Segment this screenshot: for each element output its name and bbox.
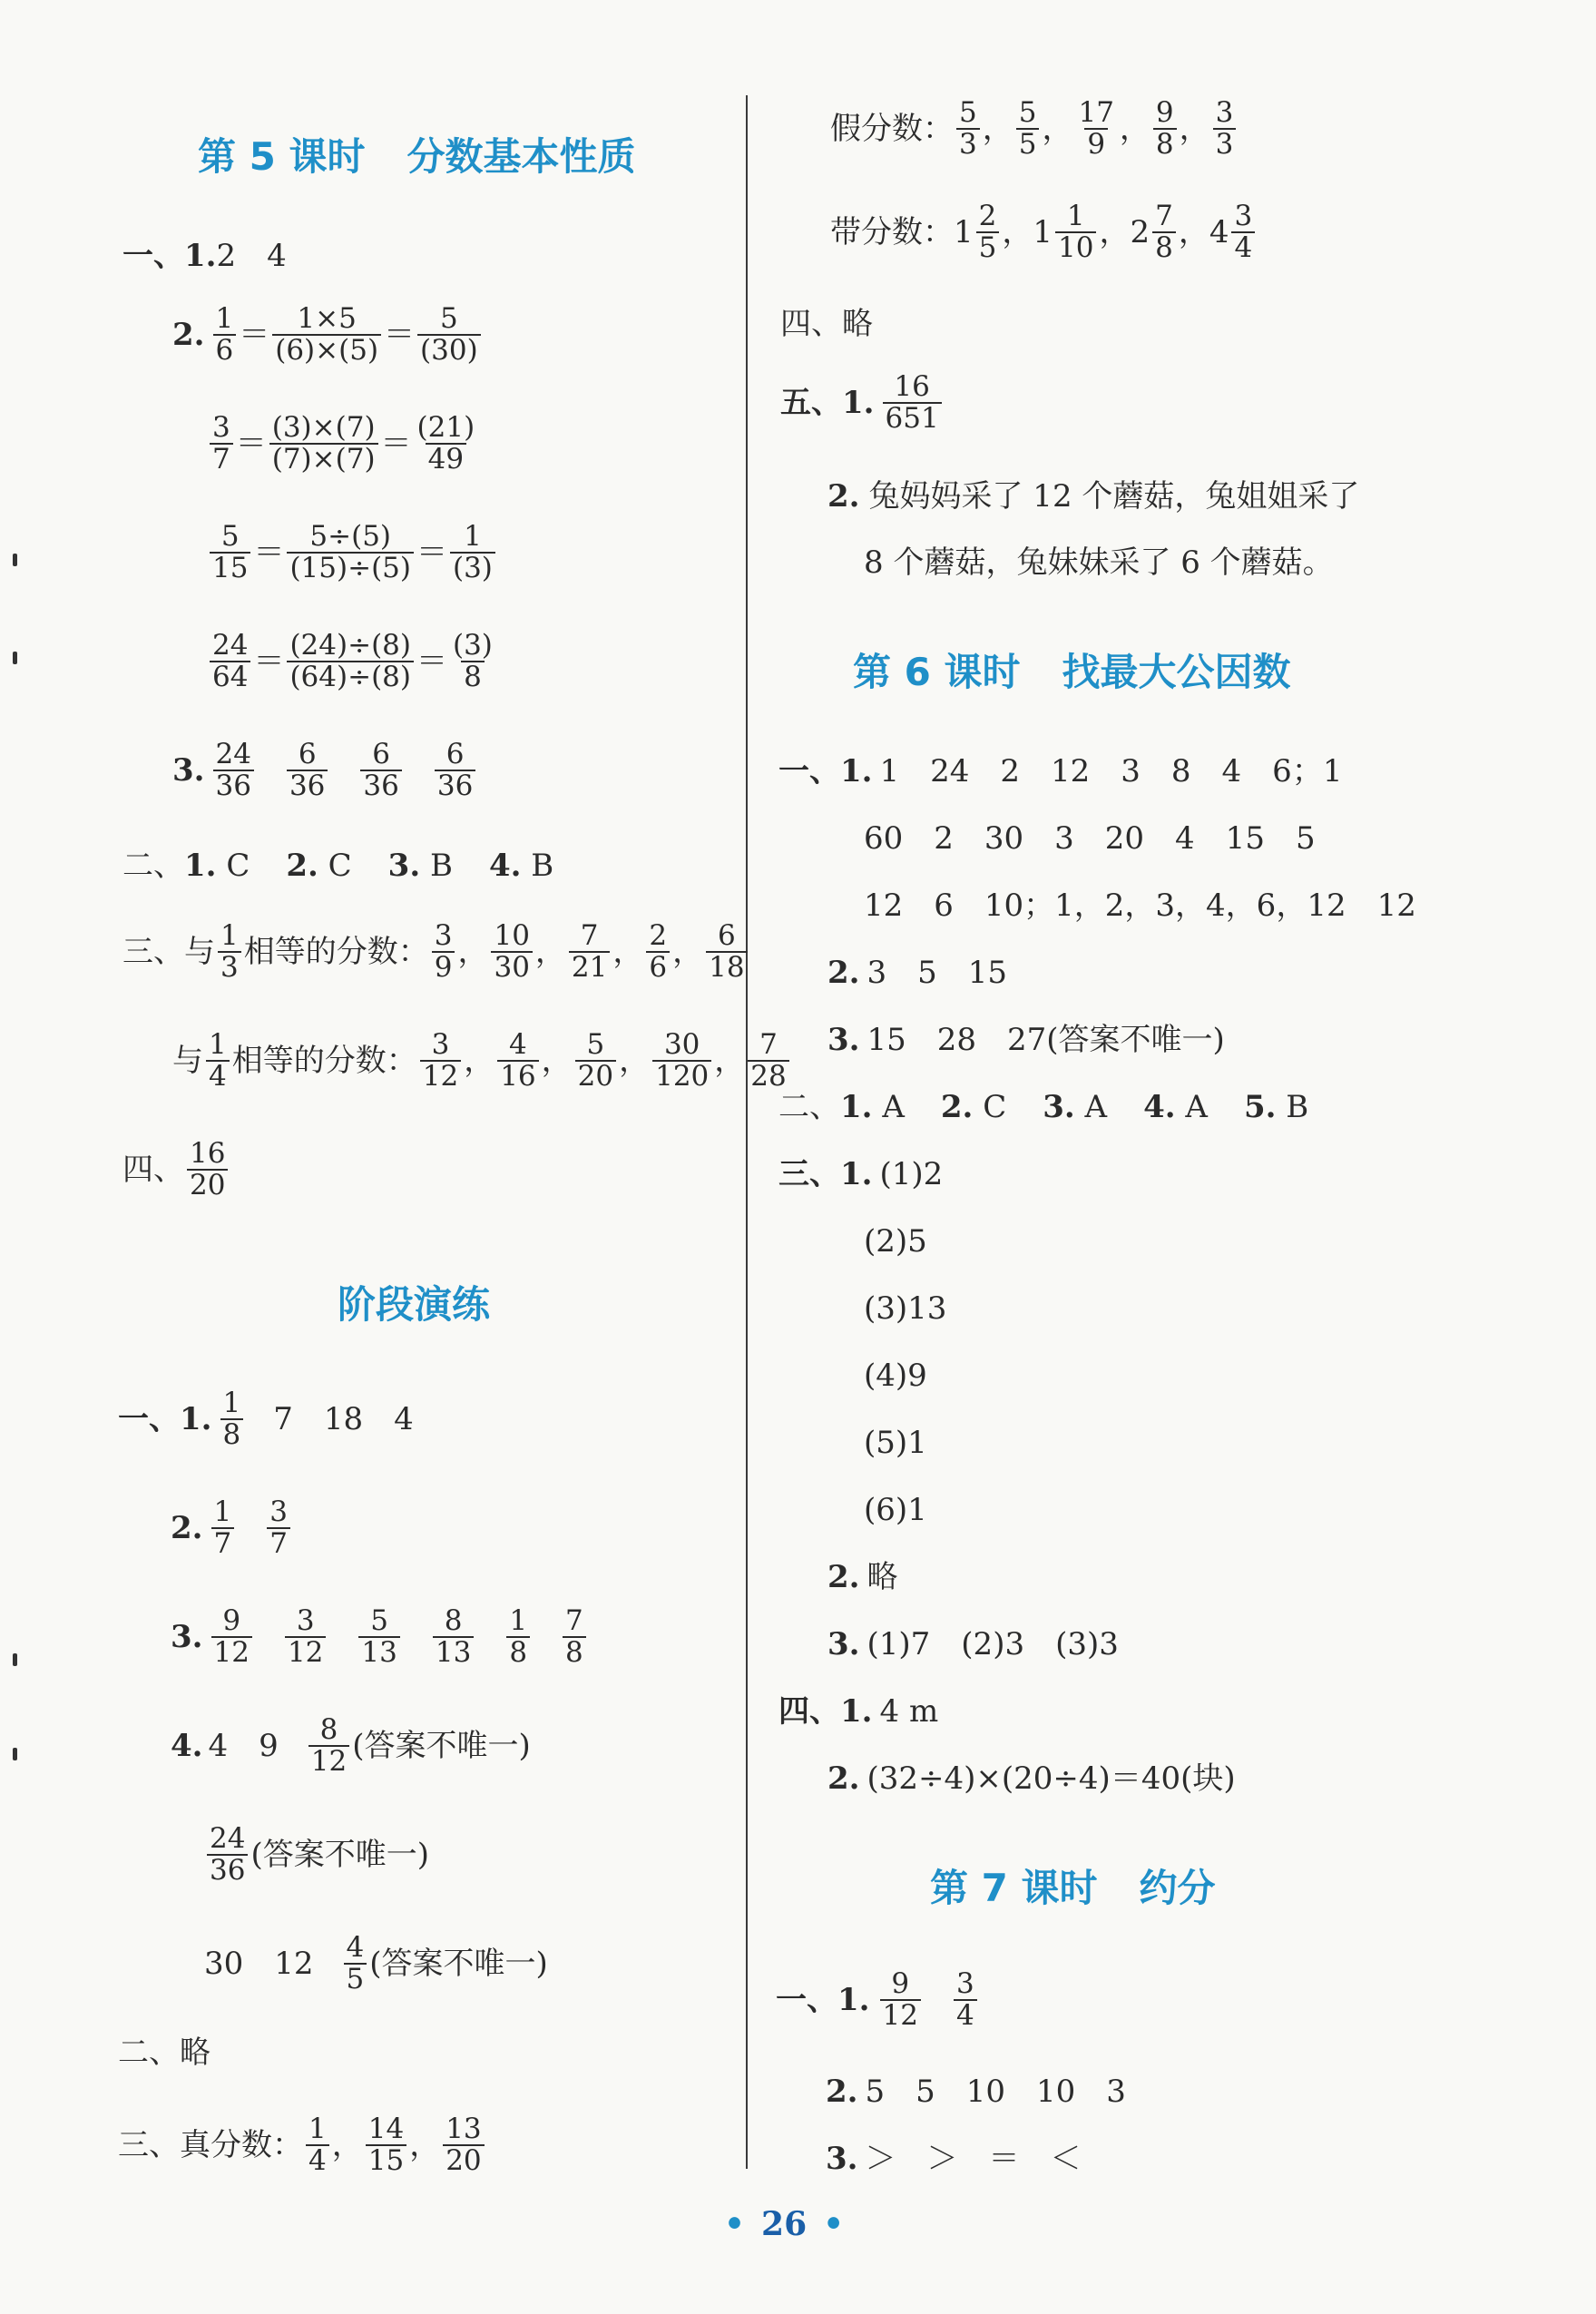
answer-line: 一、1. 2 4	[122, 238, 287, 274]
answer-line: 30 12 $\frac{4}{5}$ (答案不唯一)	[204, 1931, 548, 1995]
answer-line: 3. 15 28 27(答案不唯一)	[827, 1022, 1225, 1058]
edge-mark	[13, 554, 17, 566]
edge-mark	[13, 1748, 17, 1760]
answer-line: 二、 1. C 2. C 3. B 4. B	[122, 848, 554, 884]
answer-line: 2. 3 5 15	[827, 955, 1008, 991]
answer-line: (3)13	[864, 1290, 947, 1327]
lesson-6-heading: 第 6 课时 找最大公因数	[853, 650, 1291, 694]
answer-line: 3. ＞ ＞ ＝ ＜	[826, 2141, 1082, 2177]
answer-line: 60 2 30 3 20 4 15 5	[864, 820, 1316, 857]
answer-line: 12 6 10；1，2，3，4，6，12 12	[864, 887, 1416, 924]
answer-line: 一、1. 1 24 2 12 3 8 4 6；1	[778, 753, 1343, 789]
answer-line: 四、1. 4 m	[778, 1693, 939, 1730]
answer-line: 四、略	[780, 306, 873, 342]
answer-line: 2. 略	[827, 1559, 898, 1595]
answer-line: 一、1. $\frac{9}{12}$ $\frac{3}{4}$	[776, 1969, 980, 2030]
answer-line: 带分数： 1 $\frac{2}{5}$ ， 1 $\frac{1}{10}$ ， 2 $\frac{7}{8}$ ， 4 $\frac{3}{4}$	[830, 201, 1258, 262]
page-number: • 26 •	[724, 2205, 845, 2243]
answer-line: 3. $\frac{9}{12}$ $\frac{3}{12}$ $\frac{5}{13}$ $\frac{8}{13}$ $\frac{1}{8}$ $\frac{7}{8}$	[171, 1606, 589, 1667]
answer-line: 2. $\frac{1}{7}$ $\frac{3}{7}$	[171, 1497, 293, 1558]
column-divider	[746, 95, 748, 2169]
lesson-7-heading: 第 7 课时 约分	[930, 1866, 1216, 1910]
answer-line: 假分数： $\frac{5}{3}$ ， $\frac{5}{5}$ ， $\frac{17}{9}$ ， $\frac{9}{8}$ ， $\frac{3}{3}$	[830, 98, 1239, 159]
answer-line: (5)1	[864, 1425, 927, 1461]
answer-line: $\frac{24}{36}$ (答案不唯一)	[204, 1824, 429, 1885]
edge-mark	[13, 1653, 17, 1666]
answer-line: (2)5	[864, 1223, 927, 1260]
fraction-equation: 2. $\frac{1}{6}$ ＝ $\frac{1\times 5}{(6)\times(5)}$ ＝ $\frac{5}{(30)}$	[172, 304, 484, 365]
answer-line: 四、 $\frac{16}{20}$	[122, 1139, 230, 1200]
fraction-equation: $\frac{3}{7}$ ＝ $\frac{(3)\times(7)}{(7)\times(7)}$ ＝ $\frac{(21)}{49}$	[207, 413, 480, 474]
answer-line: 2. 5 5 10 10 3	[826, 2074, 1126, 2110]
answer-line: 一、1. $\frac{1}{8}$ 7 18 4	[118, 1387, 414, 1451]
stage-practice-heading: 阶段演练	[338, 1282, 491, 1327]
answer-line: 五、1. $\frac{16}{651}$	[780, 372, 945, 433]
answer-line: (6)1	[864, 1492, 927, 1528]
answer-line: 二、 1. A 2. C 3. A 4. A 5. B	[778, 1089, 1309, 1125]
answer-line: 与 $\frac{1}{4}$ 相等的分数： $\frac{3}{12}$ ， $\frac{4}{16}$ ， $\frac{5}{20}$ ， $\frac{30}{120}$ ， $\frac{7}{28}$	[172, 1030, 792, 1091]
fraction-equation: $\frac{24}{64}$ ＝ $\frac{(24)\div(8)}{(64)\div(8)}$ ＝ $\frac{(3)}{8}$	[207, 631, 498, 691]
edge-mark	[13, 652, 17, 664]
answer-line: 2. (32÷4)×(20÷4)＝40(块)	[827, 1760, 1236, 1797]
fraction-equation: $\frac{5}{15}$ ＝ $\frac{5\div(5)}{(15)\div(5)}$ ＝ $\frac{1}{(3)}$	[207, 522, 498, 583]
lesson-5-heading: 第 5 课时 分数基本性质	[198, 134, 636, 179]
answer-line: 2. 兔妈妈采了 12 个蘑菇，兔姐姐采了	[827, 478, 1360, 515]
answer-line: 三、真分数： $\frac{1}{4}$ ， $\frac{14}{15}$ ， $\frac{13}{20}$	[118, 2114, 487, 2175]
answer-line: (4)9	[864, 1358, 927, 1394]
answer-line: 4. 4 9 $\frac{8}{12}$ (答案不唯一)	[171, 1713, 531, 1778]
answer-line: 二、略	[118, 2035, 211, 2071]
answer-line: 3. $\frac{24}{36}$ $\frac{6}{36}$ $\frac{6}{36}$ $\frac{6}{36}$	[172, 740, 478, 800]
answer-line: 3. (1)7 (2)3 (3)3	[827, 1626, 1119, 1662]
answer-line: 三、 与 $\frac{1}{3}$ 相等的分数： $\frac{3}{9}$ ， $\frac{10}{30}$ ， $\frac{7}{21}$ ， $\frac{2}{6}$ ， $\frac{6}{18}$	[122, 921, 750, 982]
answer-line: 8 个蘑菇，兔妹妹采了 6 个蘑菇。	[864, 544, 1334, 581]
answer-line: 三、1. (1)2	[778, 1156, 944, 1192]
